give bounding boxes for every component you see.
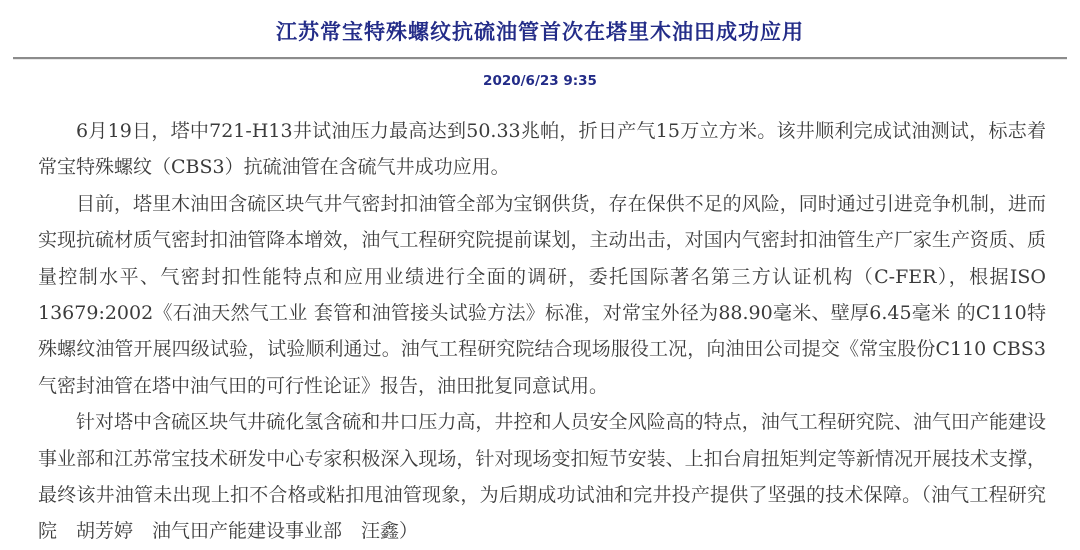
paragraph-1: 6月19日，塔中721-H13井试油压力最高达到50.33兆帕，折日产气15万立方米。该井顺利完成试油测试，标志着常宝特殊螺纹（CBS3）抗硫油管在含硫气井成功应用。 (38, 120, 1046, 179)
title-divider (13, 57, 1067, 60)
publish-date: 2020/6/23 9:35 (483, 73, 597, 89)
paragraph-2: 目前，塔里木油田含硫区块气井气密封扣油管全部为宝钢供货，存在保供不足的风险，同时通过引进竞争机制，进而实现抗硫材质气密封扣油管降本增效，油气工程研究院提前谋划，主动出击，对国内气密封扣油管生产厂家生产资质、质量控制水平、气密封扣性能特点和应用业绩进行全面的调研，委托国际著名第三方认证机构（C-FER），根据ISO 13679:2002《石油天然气工业 套管和油管接头试验方法》标准，对常宝外径为88.90毫米、壁厚6.45毫米 的C110特殊螺纹油管开展四级试验，试验顺利通过。油气工程研究院结合现场服役工况，向油田公司提交《常宝股份C110 CBS3气密封油管在塔中油气田的可行性论证》报告，油田批复同意试用。 (38, 192, 1046, 397)
paragraph-3: 针对塔中含硫区块气井硫化氢含硫和井口压力高，井控和人员安全风险高的特点，油气工程研究院、油气田产能建设事业部和江苏常宝技术研发中心专家积极深入现场，针对现场变扣短节安装、上扣台肩扭矩判定等新情况开展技术支撑，最终该井油管未出现上扣不合格或粘扣甩油管现象，为后期成功试油和完井投产提供了坚强的技术保障。（油气工程研究院 胡芳婷 油气田产能建设事业部 汪鑫） (38, 411, 1046, 543)
page-title: 江苏常宝特殊螺纹抗硫油管首次在塔里木油田成功应用 (276, 20, 804, 44)
article-body (38, 113, 1046, 550)
